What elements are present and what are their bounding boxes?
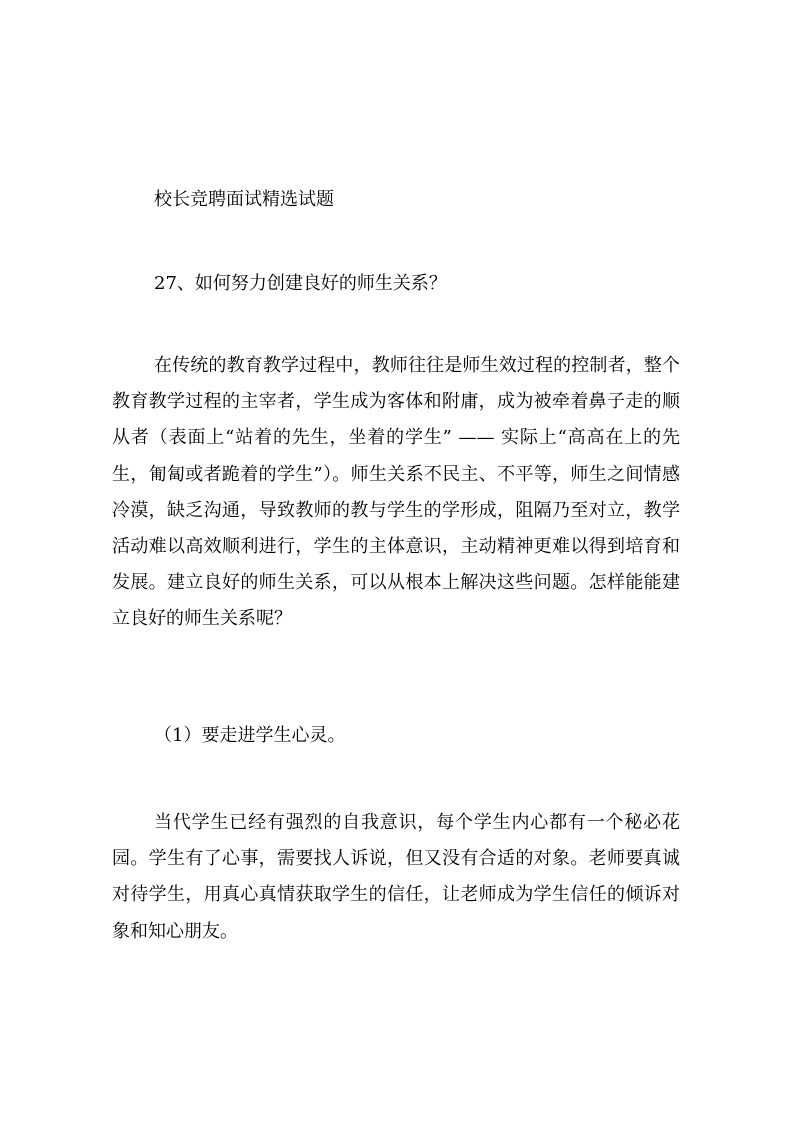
body-paragraph-1: 在传统的教育教学过程中，教师往往是师生效过程的控制者，整个教育教学过程的主宰者，学生成为客体和附庸，成为被牵着鼻子走的顺从者（表面上“站着的先生，坐着的学生” —— 实际上“高高在上的先生，匍匐或者跪着的学生”）。师生关系不民主、不平等，师生之间情感冷漠，缺乏沟通，导致教师的教与学生的学形成，阻隔乃至对立，教学活动难以高效顺利进行，学生的主体意识，主动精神更难以得到培育和发展。建立良好的师生关系，可以从根本上解决这些问题。怎样能能建立良好的师生关系呢？ bbox=[112, 355, 680, 630]
question-heading: 27、如何努力创建良好的师生关系？ bbox=[154, 273, 447, 294]
body-paragraph-2: 当代学生已经有强烈的自我意识，每个学生内心都有一个秘必花园。学生有了心事，需要找人诉说，但又没有合适的对象。老师要真诚对待学生，用真心真情获取学生的信任，让老师成为学生信任的倾诉对象和知心朋友。 bbox=[112, 812, 680, 942]
point-1-heading: （1）要走进学生心灵。 bbox=[154, 725, 346, 746]
document-title: 校长竞聘面试精选试题 bbox=[154, 189, 334, 210]
